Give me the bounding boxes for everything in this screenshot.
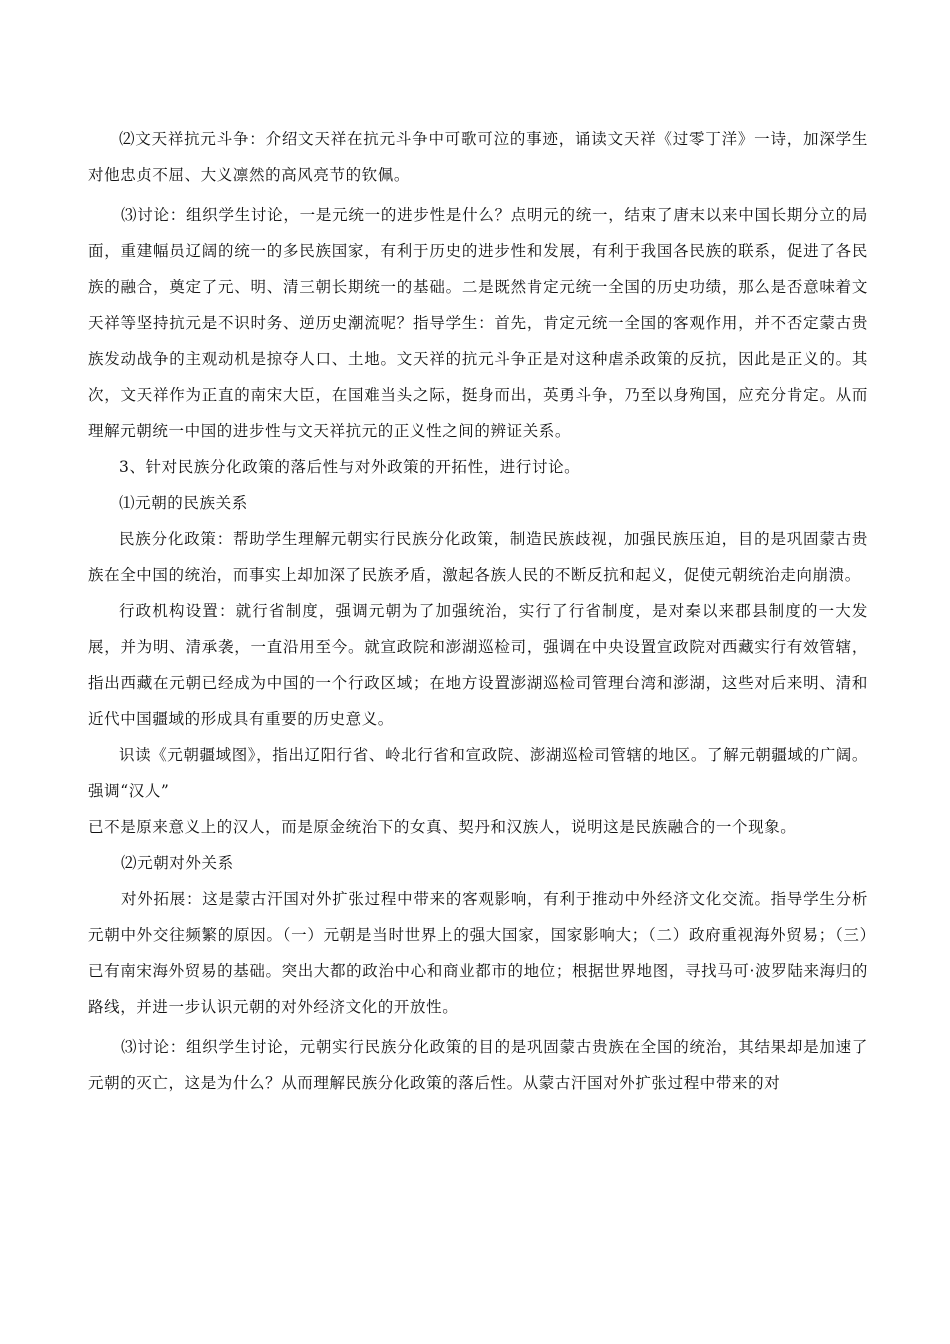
paragraph-discussion-unification: ⑶讨论：组织学生讨论，一是元统一的进步性是什么？点明元的统一，结束了唐末以来中国长期分立的局面，重建幅员辽阔的统一的多民族国家，有利于历史的进步性和发展，有利于我国各民族的联系，促进了各民族的融合，奠定了元、明、清三朝长期统一的基础。二是既然肯定元统一全国的历史功绩，那么是否意味着文天祥等坚持抗元是不识时务、逆历史潮流呢？指导学生：首先，肯定元统一全国的客观作用，并不否定蒙古贵族发动战争的主观动机是掠夺人口、土地。文天祥的抗元斗争正是对这种虐杀政策的反抗，因此是正义的。其次，文天祥作为正直的南宋大臣，在国难当头之际，挺身而出，英勇斗争，乃至以身殉国，应充分肯定。从而理解元朝统一中国的进步性与文天祥抗元的正义性之间的辨证关系。	[88, 206, 868, 440]
paragraph-external-expansion: 对外拓展：这是蒙古汗国对外扩张过程中带来的客观影响，有利于推动中外经济文化交流。指导学生分析元朝中外交往频繁的原因。（一）元朝是当时世界上的强大国家，国家影响大；（二）政府重视海外贸易；（三）已有南宋海外贸易的基础。突出大都的政治中心和商业都市的地位；根据世界地图，寻找马可·波罗陆来海归的路线，并进一步认识元朝的对外经济文化的开放性。	[88, 890, 868, 1016]
paragraph-administrative-setup: 行政机构设置：就行省制度，强调元朝为了加强统治，实行了行省制度，是对秦以来郡县制度的一大发展，并为明、清承袭，一直沿用至今。就宣政院和澎湖巡检司，强调在中央设置宣政院对西藏实行有效管辖，指出西藏在元朝已经成为中国的一个行政区域；在地方设置澎湖巡检司管理台湾和澎湖，这些对后来明、清和近代中国疆域的形成具有重要的历史意义。	[88, 602, 868, 728]
document-body	[88, 121, 868, 1101]
paragraph-han-people-explanation: 已不是原来意义上的汉人，而是原金统治下的女真、契丹和汉族人，说明这是民族融合的一个现象。	[88, 818, 797, 836]
paragraph-ethnic-division-policy: 民族分化政策：帮助学生理解元朝实行民族分化政策，制造民族歧视，加强民族压迫，目的是巩固蒙古贵族在全中国的统治，而事实上却加深了民族矛盾，激起各族人民的不断反抗和起义，促使元朝统治走向崩溃。	[88, 530, 868, 584]
paragraph-map-reading: 识读《元朝疆域图》，指出辽阳行省、岭北行省和宣政院、澎湖巡检司管辖的地区。了解元朝疆域的广阔。强调“汉人”	[88, 746, 868, 800]
paragraph-section-3-heading: 3、针对民族分化政策的落后性与对外政策的开拓性，进行讨论。	[119, 458, 581, 476]
paragraph-foreign-relations-heading: ⑵元朝对外关系	[121, 854, 234, 872]
paragraph-ethnic-relations-heading: ⑴元朝的民族关系	[119, 494, 248, 512]
paragraph-discussion-ethnic-policy: ⑶讨论：组织学生讨论，元朝实行民族分化政策的目的是巩固蒙古贵族在全国的统治，其结果却是加速了元朝的灭亡，这是为什么？从而理解民族分化政策的落后性。从蒙古汗国对外扩张过程中带来的对	[88, 1038, 868, 1092]
paragraph-wen-tianxiang-resistance: ⑵文天祥抗元斗争：介绍文天祥在抗元斗争中可歌可泣的事迹，诵读文天祥《过零丁洋》一诗，加深学生对他忠贞不屈、大义凛然的高风亮节的钦佩。	[88, 130, 868, 184]
